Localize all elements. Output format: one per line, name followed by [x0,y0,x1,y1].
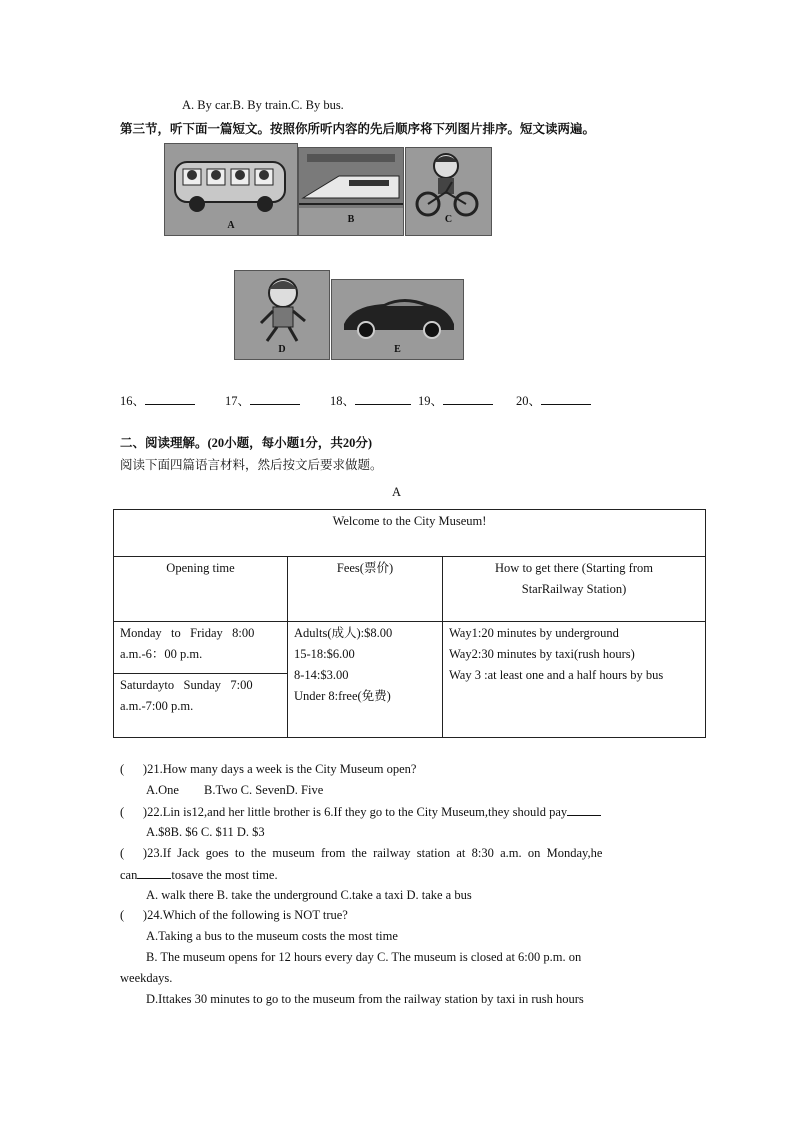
passage-label: A [392,485,402,499]
header-fees [288,557,443,622]
way-2: Way2:30 minutes by taxi(rush hours) [449,647,635,661]
question-24-option-b: B. The museum opens for 12 hours every day C. The museum is closed at 6:00 p.m. on [146,950,582,964]
weekend-hours [114,674,287,717]
question-22-blank[interactable] [567,804,601,816]
question-22 [120,804,601,820]
question-24-option-b-cont: weekdays. [120,971,173,985]
header-how-line1: How to get there (Starting from [495,561,653,575]
answer-blank-17[interactable] [225,391,300,409]
header-fees-text: Fees(票价) [336,561,394,575]
picture-c [405,147,492,236]
question-24: ( )24.Which of the following is NOT true? [120,908,348,922]
answer-blank-16[interactable] [120,391,195,409]
blank-number: 16、 [120,394,146,408]
question-23-line2 [120,867,278,883]
header-how-to-get-there [443,557,706,622]
header-opening-time [114,557,288,622]
weekday-line2: a.m.-6：00 p.m. [120,647,203,661]
question-21: ( )21.How many days a week is the City Museum open? [120,762,417,776]
part2-heading: 二、阅读理解。(20小题，每小题1分，共20分) [120,436,373,450]
section3-heading: 第三节，听下面一篇短文。按照你所听内容的先后顺序将下列图片排序。短文读两遍。 [120,122,596,136]
question-24-option-a: A.Taking a bus to the museum costs the most time [146,929,398,943]
answer-blank-18[interactable] [330,391,411,409]
picture-d [234,270,330,360]
picture-b [298,147,404,236]
question-23-options: A. walk there B. take the underground C.take a taxi D. take a bus [146,888,472,902]
picture-c-letter: C [444,214,453,225]
answer-blank-20[interactable] [516,391,591,409]
picture-a-letter: A [227,220,235,231]
blank-number: 19、 [418,394,444,408]
fee-adults: Adults(成人):$8.00 [294,626,393,640]
question-22-text: ( )22.Lin is12,and her little brother is 6.If they go to the City Museum,they should pay [120,805,568,819]
picture-b-letter: B [347,214,355,225]
question-21-options: A.One B.Two C. SevenD. Five [146,783,324,797]
table-title [114,510,706,557]
fee-8-14: 8-14:$3.00 [294,668,349,682]
answer-blank-19[interactable] [418,391,493,409]
table-title-text: Welcome to the City Museum! [332,514,487,528]
header-how-line2: StarRailway Station) [521,582,627,596]
way-3: Way 3 :at least one and a half hours by bus [449,668,664,682]
header-opening-text: Opening time [166,561,235,575]
picture-e-letter: E [394,344,401,355]
question-23-rest: tosave the most time. [171,868,278,882]
question-22-options: A.$8B. $6 C. $11 D. $3 [146,825,265,839]
listening-options: A. By car.B. By train.C. By bus. [182,98,344,112]
weekend-line1: Saturdayto Sunday 7:00 [120,678,253,692]
picture-a [164,143,298,236]
fee-15-18: 15-18:$6.00 [294,647,355,661]
ways-cell [443,622,706,738]
blank-number: 20、 [516,394,542,408]
part2-instruction: 阅读下面四篇语言材料，然后按文后要求做题。 [120,458,383,472]
museum-info-table [113,509,706,738]
picture-d-letter: D [278,344,286,355]
picture-e [331,279,464,360]
weekend-line2: a.m.-7:00 p.m. [120,699,194,713]
opening-times-cell [114,622,288,738]
question-23-can: can [120,868,138,882]
way-1: Way1:20 minutes by underground [449,626,619,640]
blank-number: 18、 [330,394,356,408]
weekday-hours [114,622,287,674]
fees-cell [288,622,443,738]
blank-number: 17、 [225,394,251,408]
fee-under-8: Under 8:free(免费) [294,689,391,703]
question-23-blank[interactable] [137,867,171,879]
weekday-line1: Monday to Friday 8:00 [120,626,255,640]
question-24-option-d: D.Ittakes 30 minutes to go to the museum from the railway station by taxi in rush hours [146,992,584,1006]
question-23: ( )23.If Jack goes to the museum from the railway station at 8:30 a.m. on Monday,he [120,846,603,860]
